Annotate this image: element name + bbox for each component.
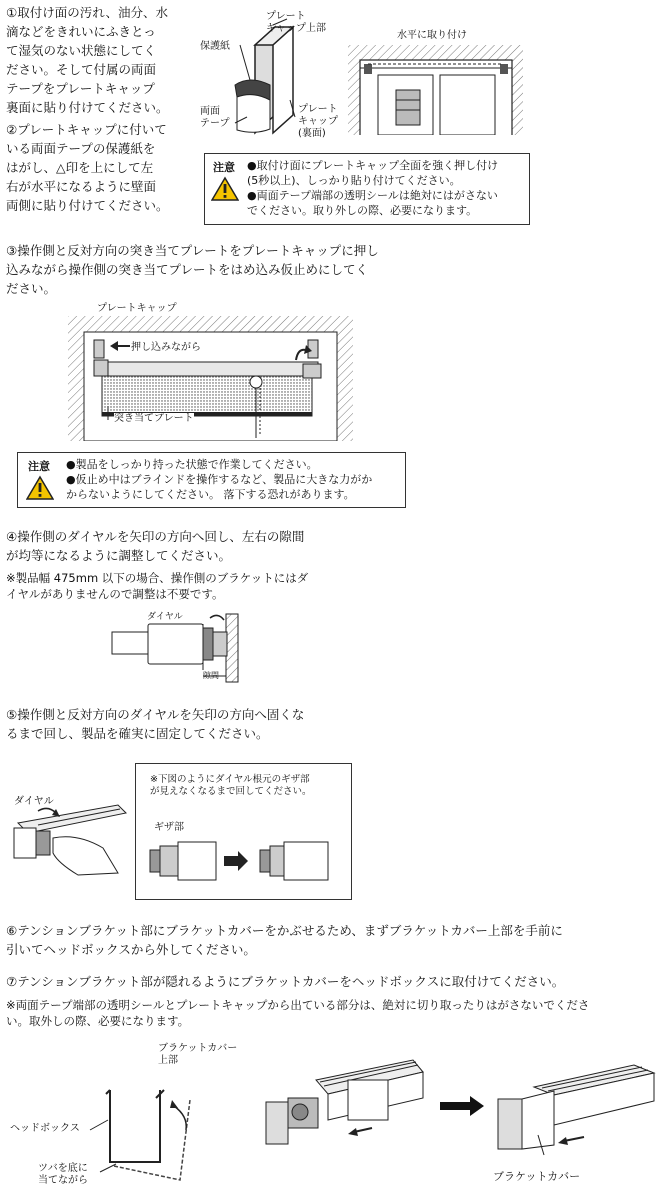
caution-title-2: 注意 <box>28 460 50 473</box>
caution-box-2 <box>17 452 406 508</box>
arrow-right-icon <box>438 1094 488 1118</box>
bracket-cover-after-figure <box>494 1055 664 1160</box>
label-dial-4: ダイヤル <box>147 612 183 622</box>
label-horizontal: 水平に取り付け <box>397 30 467 41</box>
step6-text: ⑥テンションブラケット部にブラケットカバーをかぶせるため、まずブラケットカバー上部を手前に 引いてヘッドボックスから外してください。 <box>6 923 563 957</box>
label-serration: ギザ部 <box>154 822 184 833</box>
caution-text-1: ●取付け面にプレートキャップ全面を強く押し付け (5秒以上)、しっかり貼り付けてください。 ●両面テープ端部の透明シールは絶対にはがさない でください。取り外しの際、必要になります。 <box>247 159 499 217</box>
label-bracket-cover: ブラケットカバー <box>493 1170 581 1183</box>
label-plate-cap-top: プレート キャップ上部 <box>266 11 326 34</box>
step1-text: ①取付け面の汚れ、油分、水 滴などをきれいにふきとっ て湿気のない状態にしてく ださい。そして付属の両面 テープをプレートキャップ 裏面に貼り付けてください。 <box>6 5 169 115</box>
serration-box-note: ※下図のようにダイヤル根元のギザ部 が見えなくなるまで回してください。 <box>150 774 312 797</box>
label-bracket-cover-top: ブラケットカバー 上部 <box>158 1043 238 1066</box>
label-head-box: ヘッドボックス <box>10 1123 80 1134</box>
horizontal-mount-figure <box>348 30 523 135</box>
label-flange: ツバを底に 当てながら <box>38 1163 88 1186</box>
serration-compare-figure <box>148 836 348 886</box>
label-double-tape: 両面 テープ <box>200 106 230 129</box>
caution-text-2: ●製品をしっかり持った状態で作業してください。 ●仮止め中はブラインドを操作するなど、製品に大きな力がか からないようにしてください。 落下する恐れがあります。 <box>66 458 373 501</box>
serration-box <box>135 763 352 900</box>
warning-icon <box>26 475 54 501</box>
step7-text: ⑦テンションブラケット部が隠れるようにブラケットカバーをヘッドボックスに取付けてください。 <box>6 974 565 989</box>
label-plate-cap-back: プレート キャップ (裏面) <box>298 104 338 139</box>
step3-text: ③操作側と反対方向の突き当てプレートをプレートキャップに押し 込みながら操作側の突き当てプレートをはめ込み仮止めにしてく ださい。 <box>6 243 379 296</box>
warning-icon <box>211 176 239 202</box>
label-gap: 隙間 <box>203 671 219 680</box>
label-plate-cap: プレートキャップ <box>97 303 177 314</box>
step2-text: ②プレートキャップに付いて いる両面テープの保護紙を はがし、△印を上にして左 右が水平になるように壁面 両側に貼り付けてください。 <box>6 122 169 213</box>
label-stop-plate: 突き当てプレート <box>114 413 194 424</box>
step4-note: ※製品幅 475mm 以下の場合、操作側のブラケットにはダ イヤルがありませんので調整は不要です。 <box>6 571 309 601</box>
step5-text: ⑤操作側と反対方向のダイヤルを矢印の方向へ固くな るまで回し、製品を確実に固定してください。 <box>6 707 305 741</box>
label-pushing-in: 押し込みながら <box>131 342 201 353</box>
caution-title-1: 注意 <box>213 161 235 174</box>
step4-text: ④操作側のダイヤルを矢印の方向へ回し、左右の隙間 が均等になるように調整してください。 <box>6 529 305 563</box>
bracket-cover-before-figure <box>258 1050 428 1165</box>
caution-box-1 <box>204 153 530 225</box>
label-protective-paper: 保護紙 <box>200 41 230 52</box>
step7-note: ※両面テープ端部の透明シールとプレートキャップから出ている部分は、絶対に切り取ったりはがさないでくださ い。取外しの際、必要になります。 <box>6 998 590 1028</box>
stop-plate-figure <box>68 316 353 441</box>
label-dial-5: ダイヤル <box>14 796 54 807</box>
